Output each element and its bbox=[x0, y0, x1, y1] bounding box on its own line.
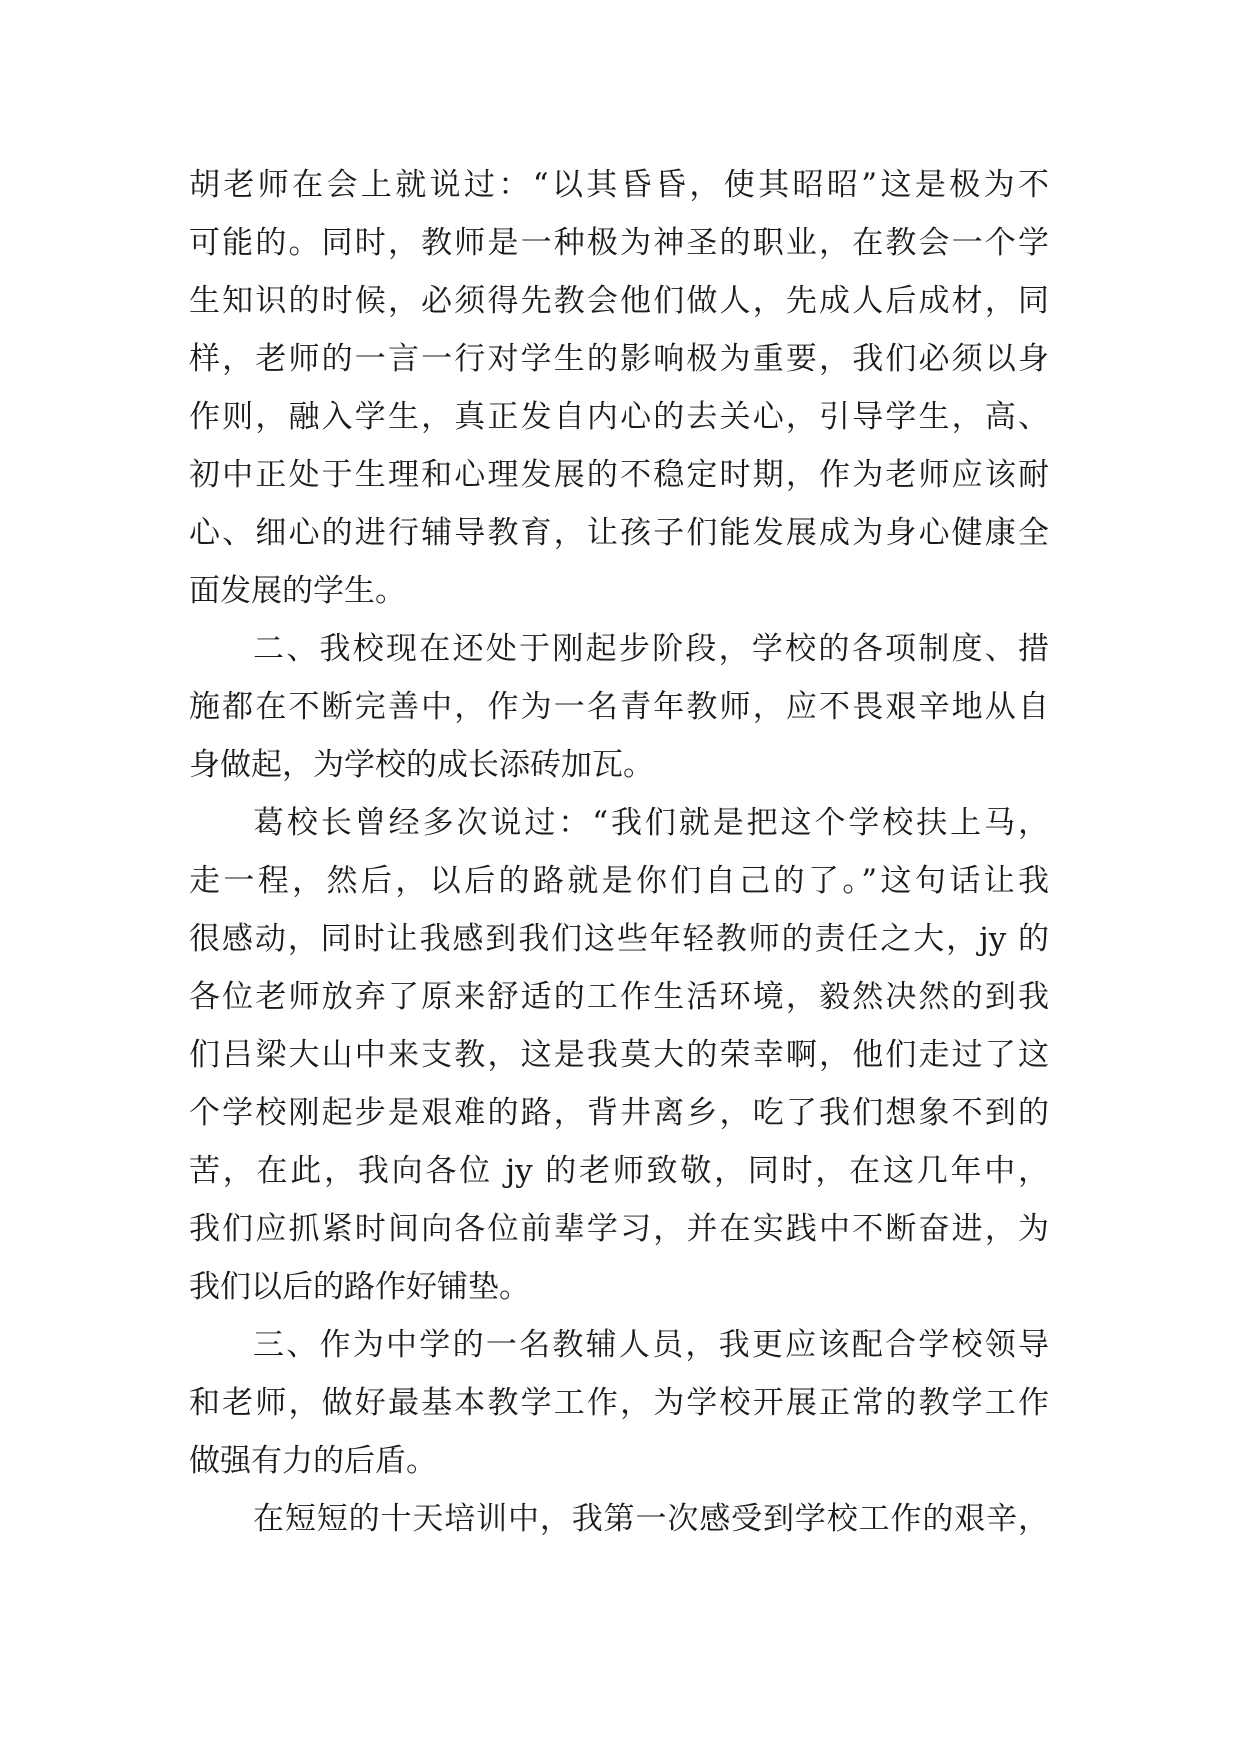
text-line: 生知识的时候，必须得先教会他们做人，先成人后成材，同 bbox=[189, 283, 1049, 319]
text-line: 初中正处于生理和心理发展的不稳定时期，作为老师应该耐 bbox=[189, 457, 1049, 493]
text-line: 三、作为中学的一名教辅人员，我更应该配合学校领导 bbox=[253, 1327, 1049, 1363]
text-line: 二、我校现在还处于刚起步阶段，学校的各项制度、措 bbox=[253, 631, 1049, 667]
text-line: 个学校刚起步是艰难的路，背井离乡，吃了我们想象不到的 bbox=[189, 1095, 1049, 1131]
text-line: 们吕梁大山中来支教，这是我莫大的荣幸啊，他们走过了这 bbox=[189, 1037, 1049, 1073]
text-line: 样，老师的一言一行对学生的影响极为重要，我们必须以身 bbox=[189, 341, 1049, 377]
text-line: 心、细心的进行辅导教育，让孩子们能发展成为身心健康全 bbox=[189, 515, 1049, 551]
text-line: 身做起，为学校的成长添砖加瓦。 bbox=[189, 747, 654, 783]
text-line: 各位老师放弃了原来舒适的工作生活环境，毅然决然的到我 bbox=[189, 979, 1049, 1015]
text-line: 施都在不断完善中，作为一名青年教师，应不畏艰辛地从自 bbox=[189, 689, 1049, 725]
text-line: 可能的。同时，教师是一种极为神圣的职业，在教会一个学 bbox=[189, 225, 1049, 261]
text-line: 和老师，做好最基本教学工作，为学校开展正常的教学工作 bbox=[189, 1385, 1049, 1421]
text-line: 很感动，同时让我感到我们这些年轻教师的责任之大，jy 的 bbox=[189, 921, 1049, 957]
body-text bbox=[189, 156, 1049, 1548]
text-line: 走一程，然后，以后的路就是你们自己的了。”这句话让我 bbox=[189, 863, 1049, 899]
text-line: 胡老师在会上就说过：“以其昏昏，使其昭昭”这是极为不 bbox=[189, 167, 1049, 203]
text-line: 我们以后的路作好铺垫。 bbox=[189, 1269, 530, 1305]
text-line: 作则，融入学生，真正发自内心的去关心，引导学生，高、 bbox=[189, 399, 1049, 435]
text-line: 在短短的十天培训中，我第一次感受到学校工作的艰辛， bbox=[253, 1501, 1049, 1537]
text-line: 苦，在此，我向各位 jy 的老师致敬，同时，在这几年中， bbox=[189, 1153, 1049, 1189]
text-line: 面发展的学生。 bbox=[189, 573, 406, 609]
text-line: 葛校长曾经多次说过：“我们就是把这个学校扶上马， bbox=[253, 805, 1049, 841]
text-line: 我们应抓紧时间向各位前辈学习，并在实践中不断奋进，为 bbox=[189, 1211, 1049, 1247]
text-line: 做强有力的后盾。 bbox=[189, 1443, 437, 1479]
